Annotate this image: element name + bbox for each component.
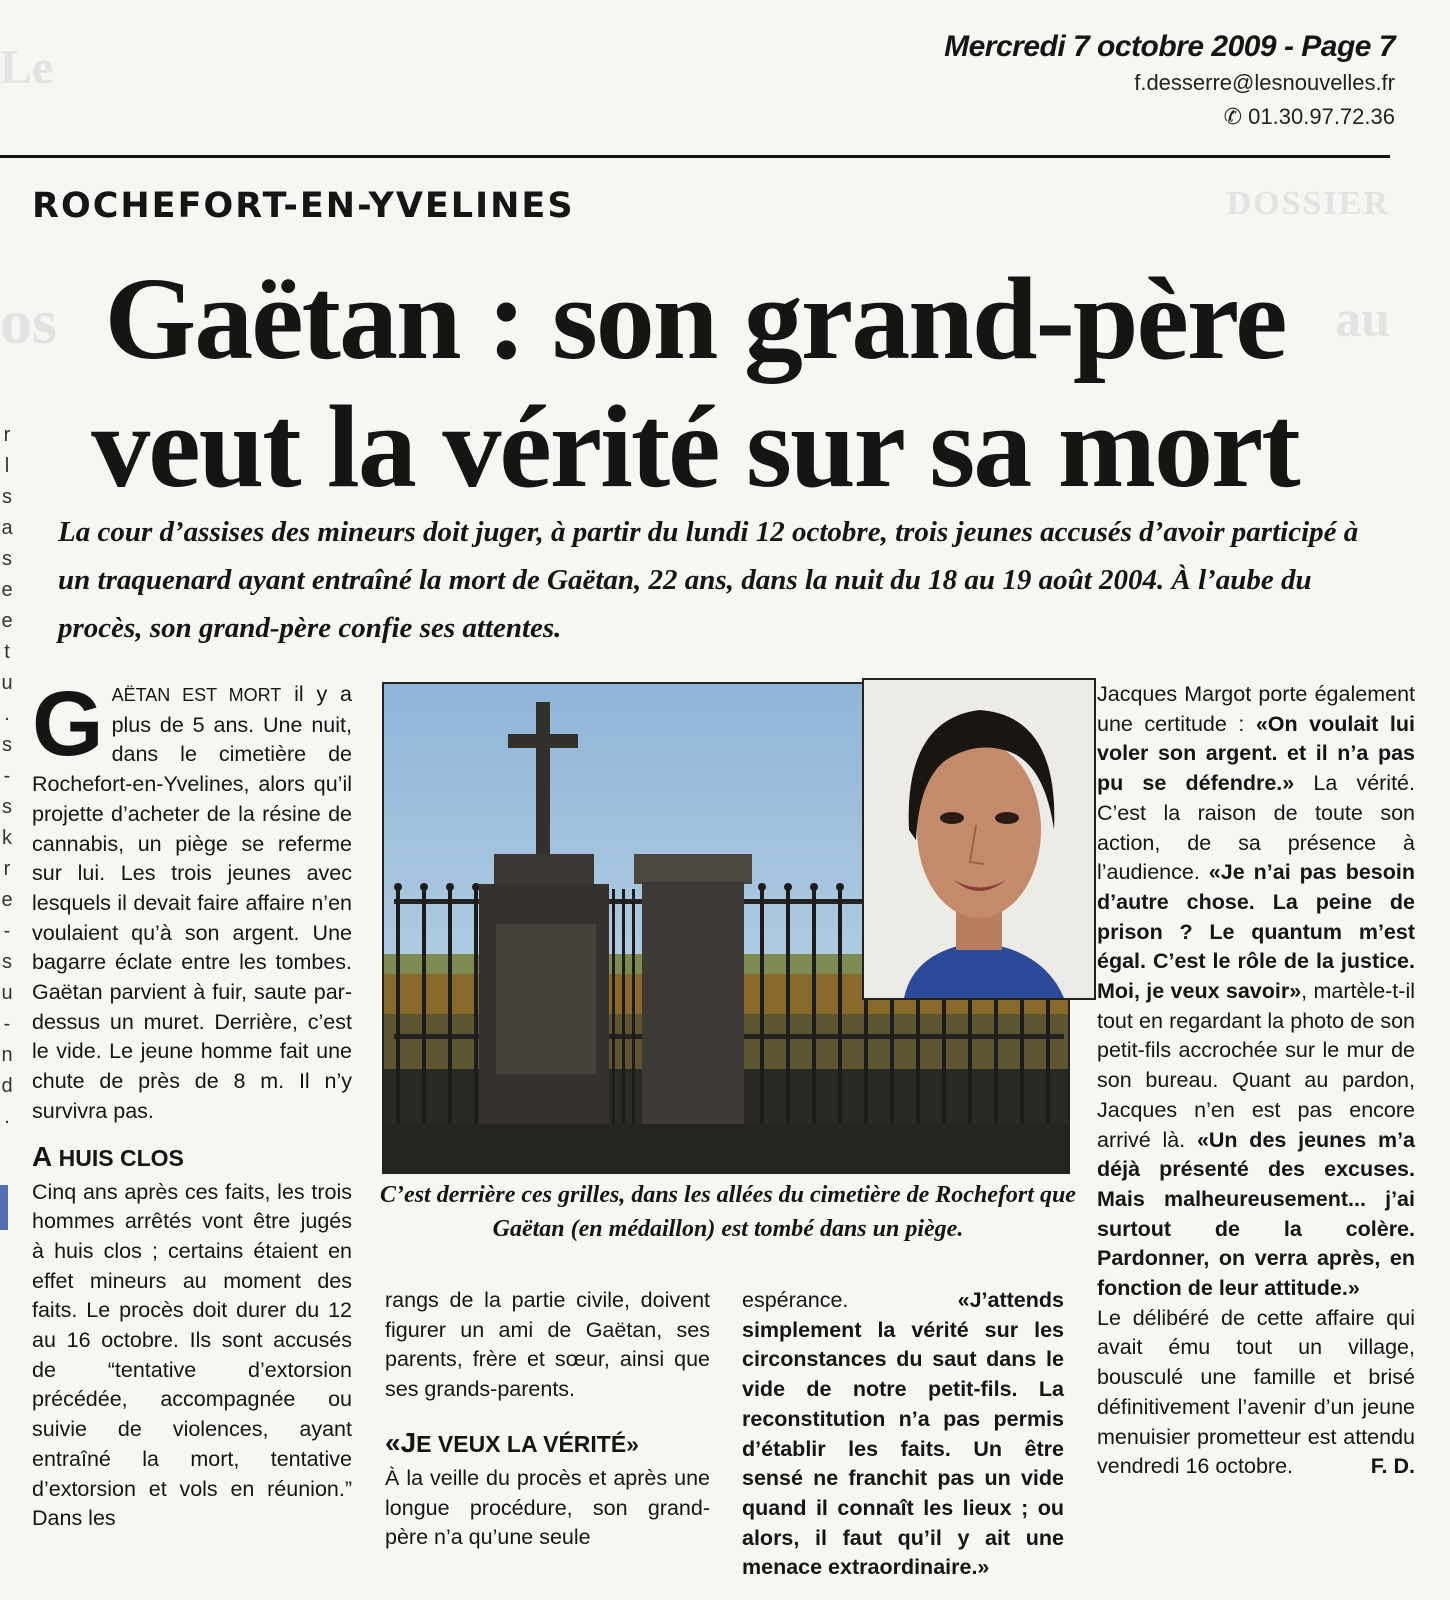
edge-letter: t xyxy=(4,641,10,663)
subhead-rest: HUIS CLOS xyxy=(52,1144,184,1171)
edge-letter: s xyxy=(2,951,12,973)
column-4 xyxy=(1097,680,1415,1482)
standfirst: La cour d’assises des mineurs doit juger, à partir du lundi 12 octobre, trois jeunes accusés d’avoir participé à un traquenard ayant entraîné la mort de Gaëtan, 22 ans, dans la nuit du 18 au 19 août 2004. À l’aube du procès, son grand-père confie ses attentes. xyxy=(58,516,1359,644)
col4-plain-3: , martèle-t-il tout en regardant la photo de son petit-fils accrochée sur le mur de son bureau. Quant au pardon, Jacques n’en est pas encore arrivé là. xyxy=(1097,979,1415,1152)
edge-letter: s xyxy=(2,734,12,756)
subhead-veux-verite xyxy=(385,1427,710,1460)
drop-cap: G xyxy=(32,673,104,775)
column-1 xyxy=(32,673,352,1534)
bleed-through-ghost: os xyxy=(0,286,57,357)
col3-plain: espérance. xyxy=(742,1288,958,1312)
edge-letter: u xyxy=(1,982,13,1004)
subhead-initial: A xyxy=(32,1140,53,1172)
col3-paragraph xyxy=(742,1286,1064,1583)
edge-letter: s xyxy=(2,796,12,818)
lead-in: AËTAN EST MORT xyxy=(111,685,282,705)
huis-clos-paragraph: Cinq ans après ces faits, les trois hommes arrêtés vont être jugés à huis clos ; certains étaient en effet mineurs au moment des faits. Le procès doit durer du 12 au 16 octobre. Ils sont accusés de “tentative d’extorsion précédée, accompagnée ou suivie de violences, ayant entraîné la mort, tentative d’extorsion et vols en réunion.” Dans les xyxy=(32,1179,352,1531)
photo-caption: C’est derrière ces grilles, dans les allées du cimetière de Rochefort que Gaëtan (en médaillon) est tombé dans un piège. xyxy=(380,1182,1076,1242)
col4-plain-1: Jacques Margot porte également une certitude : xyxy=(1097,682,1415,736)
intro-paragraph xyxy=(32,673,352,1127)
edge-letter: e xyxy=(1,610,13,632)
edge-letter: d xyxy=(1,1075,13,1097)
intro-text: il y a plus de 5 ans. Une nuit, dans le cimetière de Rochefort-en-Yvelines, alors qu’il projette d’acheter de la résine de cannabis, un piège se referme sur lui. Les trois jeunes avec lesquels il devait faire affaire n’en voulaient qu’à son argent. Une bagarre éclate entre les tombes. Gaëtan parvient à fuir, saute par-dessus un muret. Derrière, c’est le vide. Le jeune homme fait une chute de près de 8 m. Il n’y survivra pas. xyxy=(32,682,352,1123)
edge-letter: l xyxy=(4,455,10,477)
col4-paragraph-final xyxy=(1097,1304,1415,1482)
edge-letter: k xyxy=(2,827,12,849)
col4-quote-1: «On voulait lui voler son argent. et il n’a pas pu se défendre.» xyxy=(1097,711,1415,796)
portrait-image xyxy=(864,680,1094,998)
edge-letter: . xyxy=(4,1106,10,1128)
page-meta xyxy=(944,30,1395,130)
adjacent-article-edge xyxy=(0,420,14,1570)
edge-letter: - xyxy=(3,920,11,942)
edge-letter: u xyxy=(1,672,13,694)
col4-final-text: Le délibéré de cette affaire qui avait ému tout un village, bousculé une famille et brisé définitivement l’avenir d’un jeune menuisier prometteur est attendu vendredi 16 octobre. xyxy=(1097,1305,1415,1479)
edge-letter: n xyxy=(1,1044,13,1066)
col3-quote: «J’attends simplement la vérité sur les circonstances du saut dans le vide de notre petit-fils. La reconstitution n’a pas permis d’établir les faits. Un être sensé ne franchit pas un vide quand il connaît les lieux ; ou alors, il faut qu’il y ait une menace extraordinaire.» xyxy=(742,1288,1064,1580)
col4-quote-3: «Un des jeunes m’a déjà présenté des excuses. Mais malheureusement... j’ai surtout de la colère. Pardonner, on verra après, en fonction de leur attitude.» xyxy=(1097,1127,1415,1301)
author-phone: ✆ 01.30.97.72.36 xyxy=(1223,104,1395,129)
edge-letter: - xyxy=(3,765,11,787)
edge-letter: r xyxy=(3,424,11,446)
subhead2-rest: E VEUX LA VÉRITÉ» xyxy=(416,1430,639,1457)
edge-letter: s xyxy=(2,548,12,570)
col4-quote-2: «Je n’ai pas besoin d’autre chose. La peine de prison ? Le quantum m’est égal. C’est le rôle de la justice. Moi, je veux savoir» xyxy=(1097,860,1415,1004)
subhead2-initial: «J xyxy=(385,1426,417,1458)
bleed-through-ghost: au xyxy=(1335,291,1390,348)
accent-bar xyxy=(0,1185,8,1230)
kicker-location: ROCHEFORT-EN-YVELINES xyxy=(32,186,575,226)
column-3 xyxy=(742,1286,1064,1583)
header-rule xyxy=(0,155,1390,158)
edge-letter: r xyxy=(3,858,11,880)
headline xyxy=(0,255,1390,511)
edge-letter: a xyxy=(1,517,13,539)
edge-letter: - xyxy=(3,1013,11,1035)
col4-plain-2: La vérité. C’est la raison de toute son action, de sa présence à l’audience. xyxy=(1097,771,1415,885)
bleed-through-ghost: Le xyxy=(0,41,54,94)
column-2 xyxy=(385,1286,710,1553)
edge-letter: e xyxy=(1,579,13,601)
author-email: f.desserre@lesnouvelles.fr xyxy=(1134,70,1395,95)
portrait-medallion xyxy=(862,678,1096,1000)
col4-paragraph-1 xyxy=(1097,680,1415,1304)
col2-paragraph: rangs de la partie civile, doivent figurer un ami de Gaëtan, ses parents, frère et sœur, ainsi que ses grands-parents. xyxy=(385,1288,710,1402)
edge-letter: e xyxy=(1,889,13,911)
edge-letter: . xyxy=(4,703,10,725)
headline-line-2: veut la vérité sur sa mort xyxy=(91,381,1299,512)
date-page: Mercredi 7 octobre 2009 - Page 7 xyxy=(944,30,1395,63)
edge-letter: s xyxy=(2,486,12,508)
author-signature: F. D. xyxy=(1370,1454,1415,1479)
subhead-huis-clos xyxy=(32,1141,352,1174)
headline-line-1: Gaëtan : son grand-père xyxy=(104,253,1286,384)
bleed-through-ghost: DOSSIER xyxy=(1226,185,1390,222)
col2-paragraph-2: À la veille du procès et après une longue procédure, son grand-père n’a qu’une seule xyxy=(385,1465,710,1550)
